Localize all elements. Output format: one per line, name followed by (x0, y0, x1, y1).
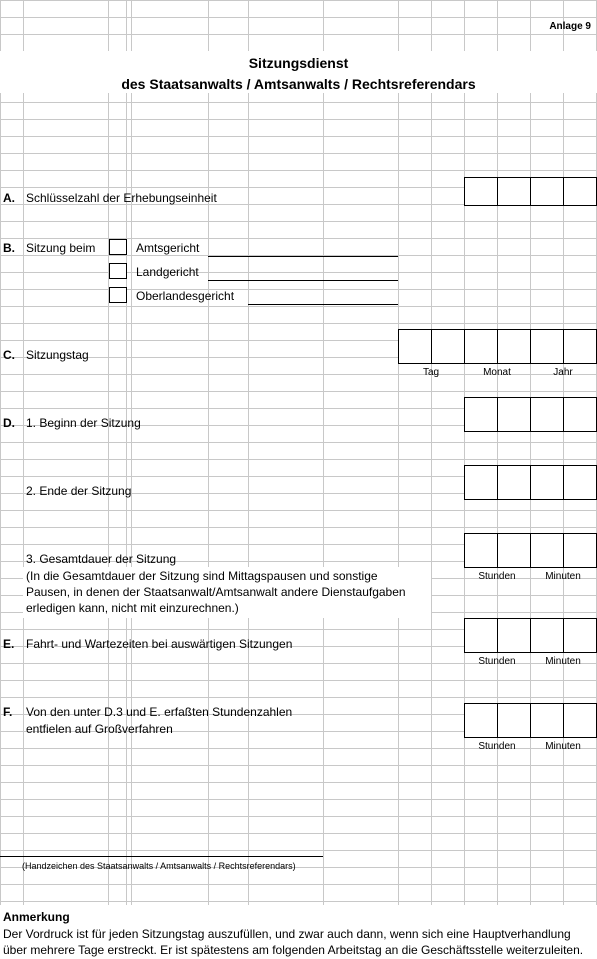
year-unit-label: Jahr (553, 367, 573, 378)
section-a-letter: A. (3, 191, 15, 205)
section-c-letter: C. (3, 348, 15, 362)
section-f-letter: F. (3, 705, 13, 719)
remark-line: Der Vordruck ist für jeden Sitzungstag auszufüllen, und zwar auch dann, wenn sich eine Hauptverhandlung (3, 927, 571, 941)
section-f-line2: entfielen auf Großverfahren (26, 722, 173, 736)
hours-digit-box[interactable] (498, 703, 531, 738)
hours-unit-label: Stunden (478, 741, 516, 752)
remark-heading: Anmerkung (3, 910, 70, 924)
amtsgericht-label: Amtsgericht (136, 241, 200, 255)
landgericht-label: Landgericht (136, 265, 199, 279)
end-time-label: 2. Ende der Sitzung (26, 484, 132, 498)
time-digit-box[interactable] (531, 465, 564, 500)
day-digit-box[interactable] (432, 329, 465, 364)
page-subtitle: des Staatsanwalts / Amtsanwalts / Rechtsreferendars (121, 76, 476, 92)
amtsgericht-line[interactable] (208, 256, 398, 257)
day-digit-box[interactable] (398, 329, 432, 364)
hours-digit-box[interactable] (464, 618, 498, 653)
code-digit-box[interactable] (564, 177, 597, 206)
remark-line: über mehrere Tage erstreckt. Er ist spätestens am folgenden Arbeitstag an die Geschäftsstelle weiterzuleiten. (3, 943, 584, 957)
duration-note-line: erledigen kann, nicht mit einzurechnen.) (26, 601, 239, 615)
landgericht-checkbox[interactable] (109, 263, 127, 279)
month-digit-box[interactable] (498, 329, 531, 364)
start-time-boxes[interactable] (464, 397, 597, 432)
hours-digit-box[interactable] (464, 533, 498, 568)
oberlandesgericht-line[interactable] (248, 304, 398, 305)
page-title: Sitzungsdienst (248, 55, 349, 71)
section-b-label: Sitzung beim (26, 241, 96, 255)
annex-label: Anlage 9 (549, 21, 591, 32)
total-duration-label: 3. Gesamtdauer der Sitzung (26, 552, 177, 566)
code-digit-box[interactable] (498, 177, 531, 206)
section-c-label: Sitzungstag (26, 348, 89, 362)
section-f-line1: Von den unter D.3 und E. erfaßten Stundenzahlen (26, 705, 293, 719)
minutes-digit-box[interactable] (531, 703, 564, 738)
hours-unit-label: Stunden (478, 656, 516, 667)
time-digit-box[interactable] (531, 397, 564, 432)
large-proceedings-boxes[interactable] (464, 703, 597, 738)
section-a-label: Schlüsselzahl der Erhebungseinheit (26, 191, 217, 205)
time-digit-box[interactable] (564, 397, 597, 432)
time-digit-box[interactable] (498, 397, 531, 432)
duration-note-line: (In die Gesamtdauer der Sitzung sind Mittagspausen und sonstige (26, 569, 378, 583)
end-time-boxes[interactable] (464, 465, 597, 500)
hours-digit-box[interactable] (464, 703, 498, 738)
time-digit-box[interactable] (464, 465, 498, 500)
section-d-letter: D. (3, 416, 15, 430)
signature-line[interactable] (0, 856, 323, 857)
date-boxes[interactable] (398, 329, 597, 364)
minutes-unit-label: Minuten (545, 656, 581, 667)
minutes-unit-label: Minuten (545, 571, 581, 582)
amtsgericht-checkbox[interactable] (109, 239, 127, 255)
year-digit-box[interactable] (531, 329, 564, 364)
travel-time-boxes[interactable] (464, 618, 597, 653)
code-number-boxes[interactable] (464, 177, 597, 206)
minutes-digit-box[interactable] (564, 618, 597, 653)
section-e-letter: E. (3, 637, 15, 651)
hours-digit-box[interactable] (498, 618, 531, 653)
oberlandesgericht-label: Oberlandesgericht (136, 289, 235, 303)
minutes-digit-box[interactable] (564, 533, 597, 568)
hours-unit-label: Stunden (478, 571, 516, 582)
time-digit-box[interactable] (464, 397, 498, 432)
year-digit-box[interactable] (564, 329, 597, 364)
minutes-unit-label: Minuten (545, 741, 581, 752)
signature-caption: (Handzeichen des Staatsanwalts / Amtsanwalts / Rechtsreferendars) (22, 861, 296, 871)
start-time-label: 1. Beginn der Sitzung (26, 416, 141, 430)
time-digit-box[interactable] (498, 465, 531, 500)
landgericht-line[interactable] (208, 280, 398, 281)
day-unit-label: Tag (422, 367, 440, 378)
month-unit-label: Monat (483, 367, 511, 378)
duration-note-line: Pausen, in denen der Staatsanwalt/Amtsanwalt andere Dienstaufgaben (26, 585, 406, 599)
section-e-label: Fahrt- und Wartezeiten bei auswärtigen Sitzungen (26, 637, 293, 651)
minutes-digit-box[interactable] (531, 533, 564, 568)
minutes-digit-box[interactable] (564, 703, 597, 738)
total-duration-boxes[interactable] (464, 533, 597, 568)
time-digit-box[interactable] (564, 465, 597, 500)
month-digit-box[interactable] (465, 329, 498, 364)
section-b-letter: B. (3, 241, 15, 255)
code-digit-box[interactable] (531, 177, 564, 206)
hours-digit-box[interactable] (498, 533, 531, 568)
oberlandesgericht-checkbox[interactable] (109, 287, 127, 303)
minutes-digit-box[interactable] (531, 618, 564, 653)
code-digit-box[interactable] (464, 177, 498, 206)
